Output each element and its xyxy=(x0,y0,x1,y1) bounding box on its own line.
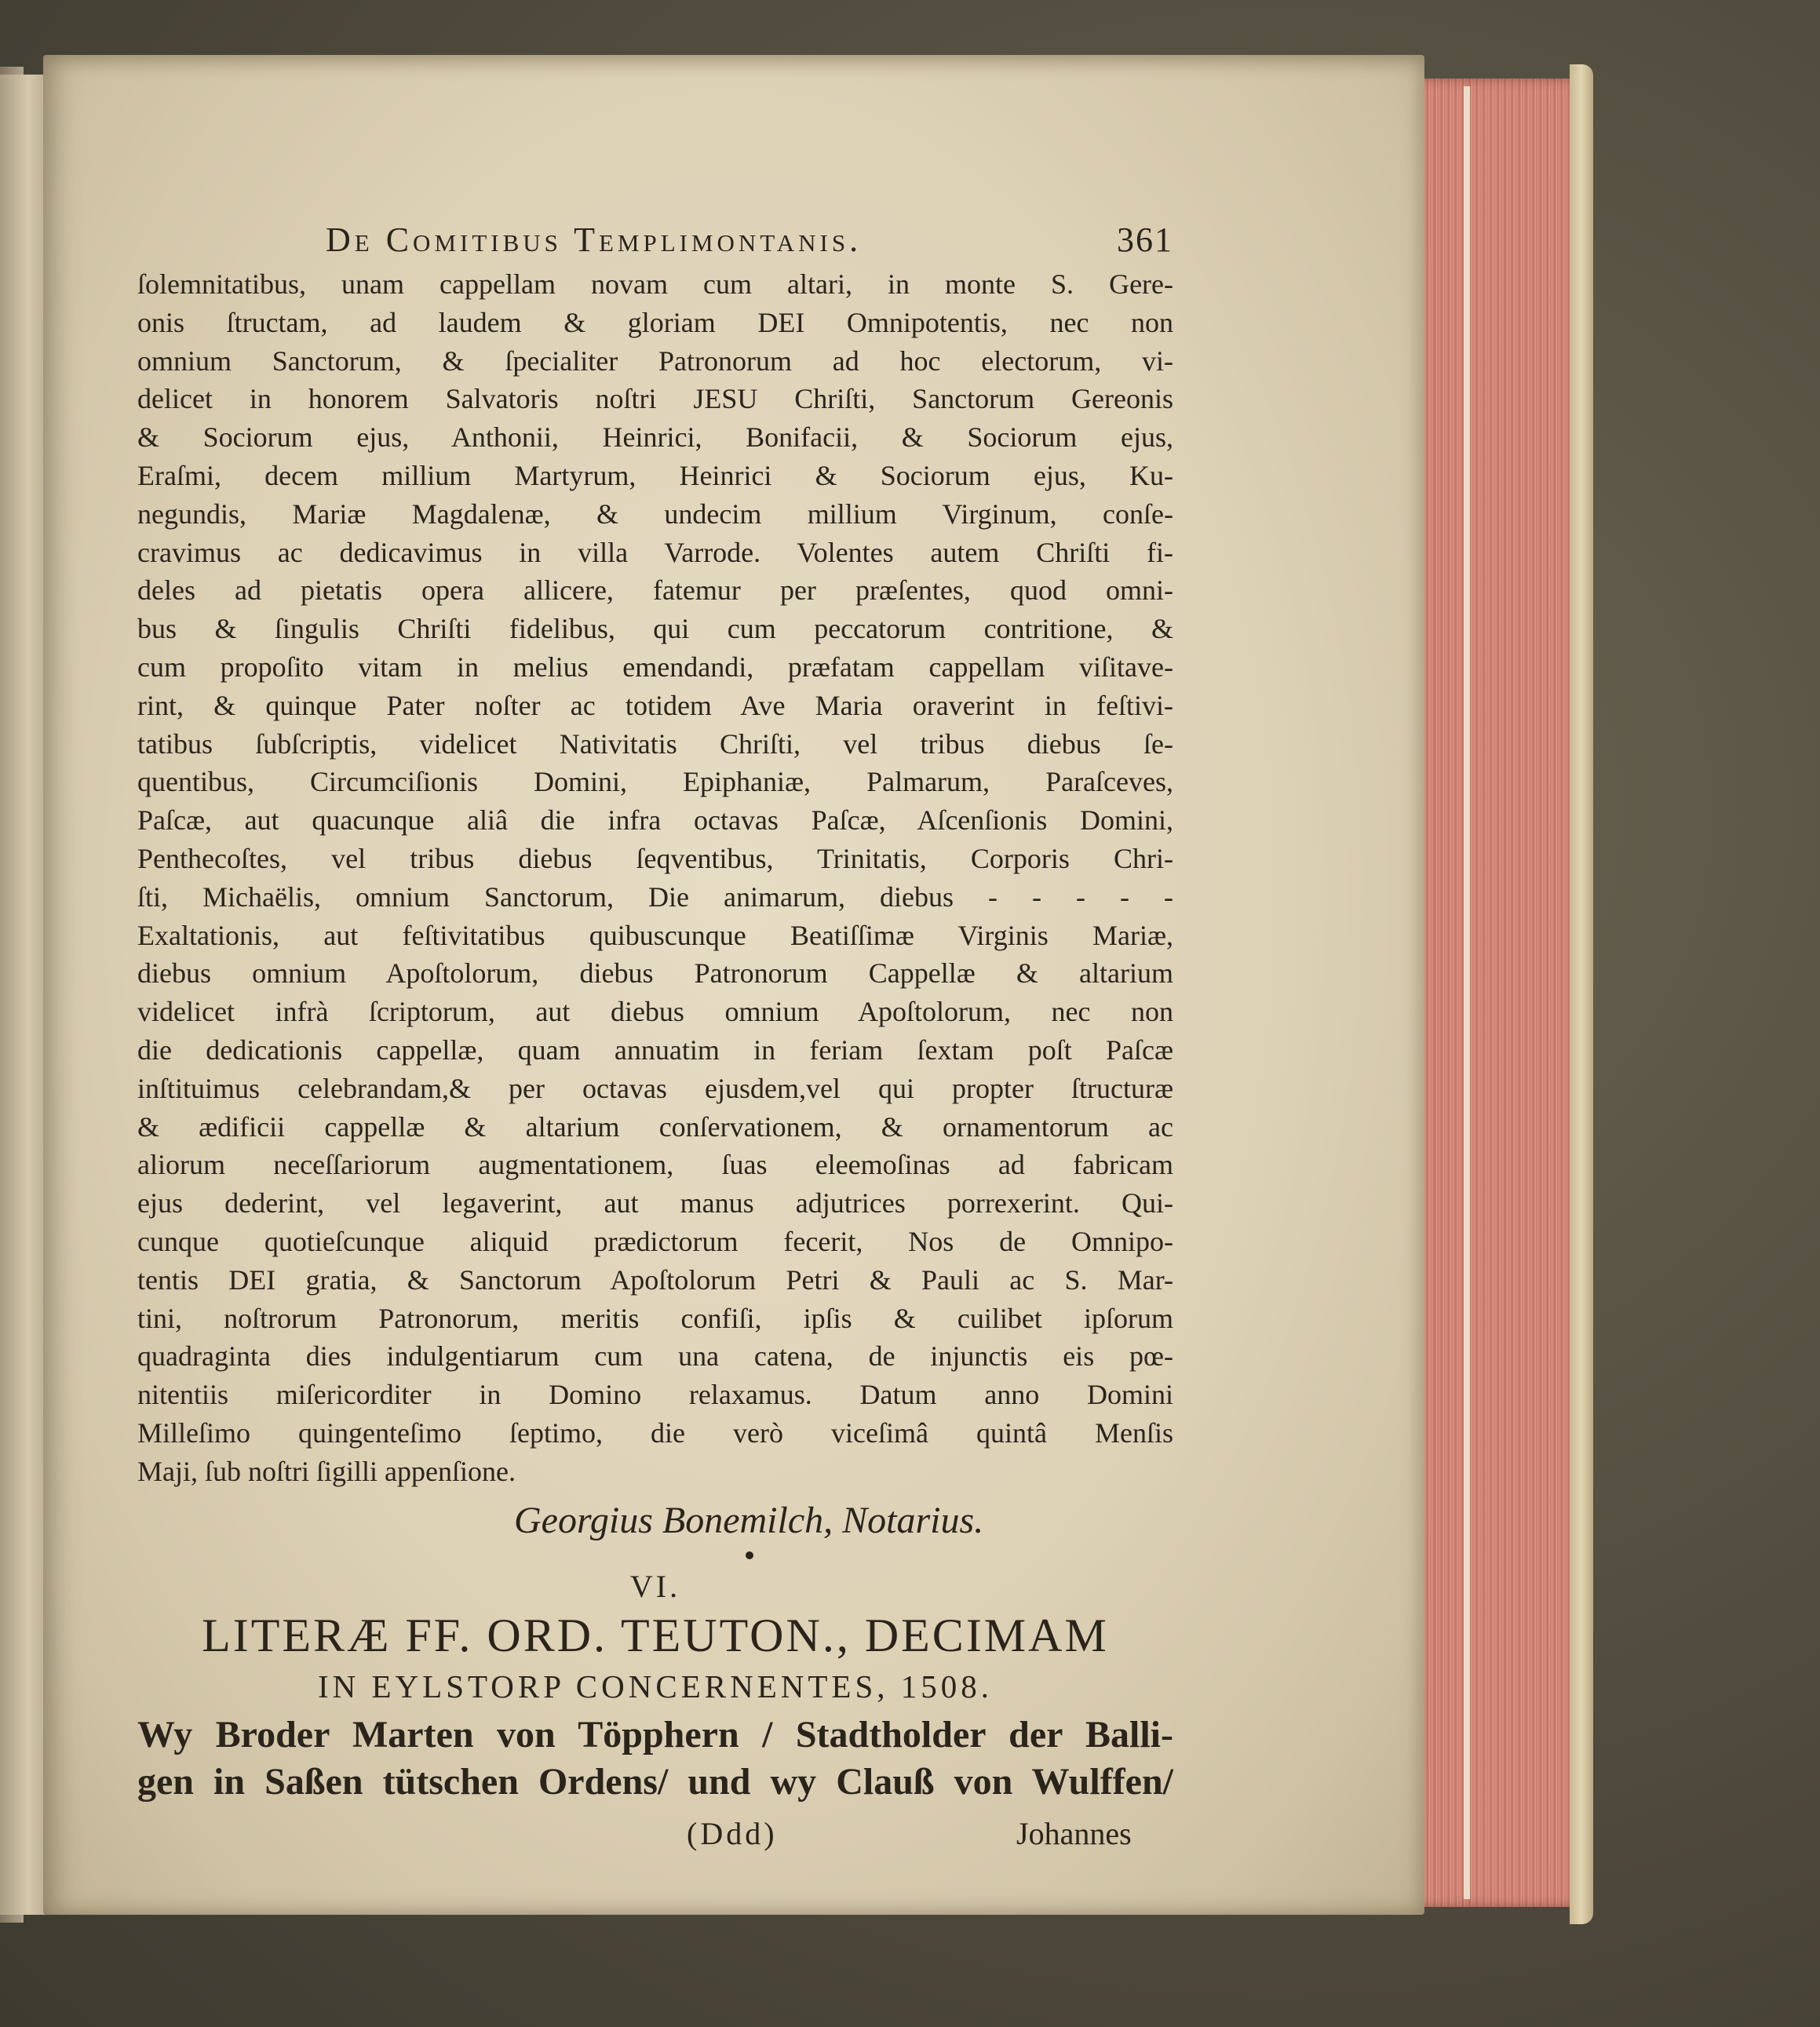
text-line: & Sociorum ejus, Anthonii, Heinrici, Bonifacii, & Sociorum ejus, xyxy=(137,421,1173,454)
page-fore-edge xyxy=(1409,78,1585,1907)
page-edge-highlight xyxy=(1464,86,1470,1899)
text-line: & ædificii cappellæ & altarium conſervationem, & ornamentorum ac xyxy=(137,1110,1173,1143)
text-line: cum propoſito vitam in melius emendandi, præfatam cappellam viſitave- xyxy=(137,651,1173,683)
text-line: delicet in honorem Salvatoris noſtri JESU Chriſti, Sanctorum Gereonis xyxy=(137,383,1173,415)
text-line: Maji, ſub noſtri ſigilli appenſione. xyxy=(137,1455,516,1487)
text-line: Paſcæ, aut quacunque aliâ die infra octavas Paſcæ, Aſcenſionis Domini, xyxy=(137,804,1173,837)
text-line: videlicet infrà ſcriptorum, aut diebus omnium Apoſtolorum, nec non xyxy=(137,996,1173,1028)
right-page xyxy=(43,55,1424,1915)
text-line: tini, noſtrorum Patronorum, meritis confiſi, ipſis & cuilibet ipſorum xyxy=(137,1302,1173,1334)
text-line: diebus omnium Apoſtolorum, diebus Patronorum Cappellæ & altarium xyxy=(137,957,1173,990)
text-line: inſtituimus celebrandam,& per octavas ejusdem,vel qui propter ſtructuræ xyxy=(137,1072,1173,1104)
text-line: nitentiis miſericorditer in Domino relaxamus. Datum anno Domini xyxy=(137,1379,1173,1411)
text-line: rint, & quinque Pater noſter ac totidem Ave Maria oraverint in feſtivi- xyxy=(137,689,1173,721)
text-line: Penthecoſtes, vel tribus diebus ſeqventibus, Trinitatis, Corporis Chri- xyxy=(137,842,1173,874)
left-page-edge xyxy=(0,75,49,1915)
ornament-dot xyxy=(746,1551,753,1559)
text-line: omnium Sanctorum, & ſpecialiter Patronorum ad hoc electorum, vi- xyxy=(137,345,1173,377)
text-line: quadraginta dies indulgentiarum cum una catena, de injunctis eis pœ- xyxy=(137,1340,1173,1373)
text-line: Exaltationis, aut feſtivitatibus quibuscunque Beatiſſimæ Virginis Mariæ, xyxy=(137,919,1173,951)
page-number: 361 xyxy=(1117,221,1173,259)
text-line: aliorum neceſſariorum augmentationem, ſuas eleemoſinas ad fabricam xyxy=(137,1149,1173,1181)
text-line: quentibus, Circumciſionis Domini, Epiphaniæ, Palmarum, Paraſceves, xyxy=(137,766,1173,798)
text-line: ſolemnitatibus, unam cappellam novam cum altari, in monte S. Gere- xyxy=(137,268,1173,300)
text-line: cunque quotieſcunque aliquid prædictorum fecerit, Nos de Omnipo- xyxy=(137,1225,1173,1257)
fraktur-line: gen in Saßen tütschen Ordens/ und wy Clauß von Wulffen/ xyxy=(137,1761,1173,1803)
section-subtitle: IN EYLSTORP CONCERNENTES, 1508. xyxy=(317,1668,993,1704)
fraktur-line: Wy Broder Marten von Töpphern / Stadtholder der Balli- xyxy=(137,1714,1173,1755)
notary-signature: Georgius Bonemilch, Notarius. xyxy=(514,1500,984,1541)
text-line: tatibus ſubſcriptis, videlicet Nativitatis Chriſti, vel tribus diebus ſe- xyxy=(137,727,1173,760)
text-line: negundis, Mariæ Magdalenæ, & undecim millium Virginum, conſe- xyxy=(137,498,1173,530)
text-line: die dedicationis cappellæ, quam annuatim in feriam ſextam poſt Paſcæ xyxy=(137,1034,1173,1066)
text-line: Eraſmi, decem millium Martyrum, Heinrici & Sociorum ejus, Ku- xyxy=(137,459,1173,491)
text-line: tentis DEI gratia, & Sanctorum Apoſtolorum Petri & Pauli ac S. Mar- xyxy=(137,1263,1173,1296)
right-cover xyxy=(1570,64,1593,1924)
text-line: deles ad pietatis opera allicere, fatemur per præſentes, quod omni- xyxy=(137,574,1173,607)
text-line: onis ſtructam, ad laudem & gloriam DEI Omnipotentis, nec non xyxy=(137,306,1173,338)
body-text xyxy=(137,265,1173,1491)
running-header xyxy=(326,220,1173,260)
running-title: De Comitibus Templimontanis. xyxy=(326,221,863,259)
text-line: bus & ſingulis Chriſti fidelibus, qui cum peccatorum contritione, & xyxy=(137,613,1173,645)
text-line: ejus dederint, vel legaverint, aut manus adjutrices porrexerint. Qui- xyxy=(137,1187,1173,1219)
text-line: Milleſimo quingenteſimo ſeptimo, die verò viceſimâ quintâ Menſis xyxy=(137,1416,1173,1449)
catchword: Johannes xyxy=(1016,1816,1132,1851)
text-line: cravimus ac dedicavimus in villa Varrode. Volentes autem Chriſti fi- xyxy=(137,536,1173,568)
section-number: VI. xyxy=(629,1569,681,1604)
signature-mark: (Ddd) xyxy=(687,1816,778,1851)
text-line: ſti, Michaëlis, omnium Sanctorum, Die animarum, diebus - - - - - xyxy=(137,880,1173,913)
section-title: LITERÆ FF. ORD. TEUTON., DECIMAM xyxy=(202,1610,1109,1661)
